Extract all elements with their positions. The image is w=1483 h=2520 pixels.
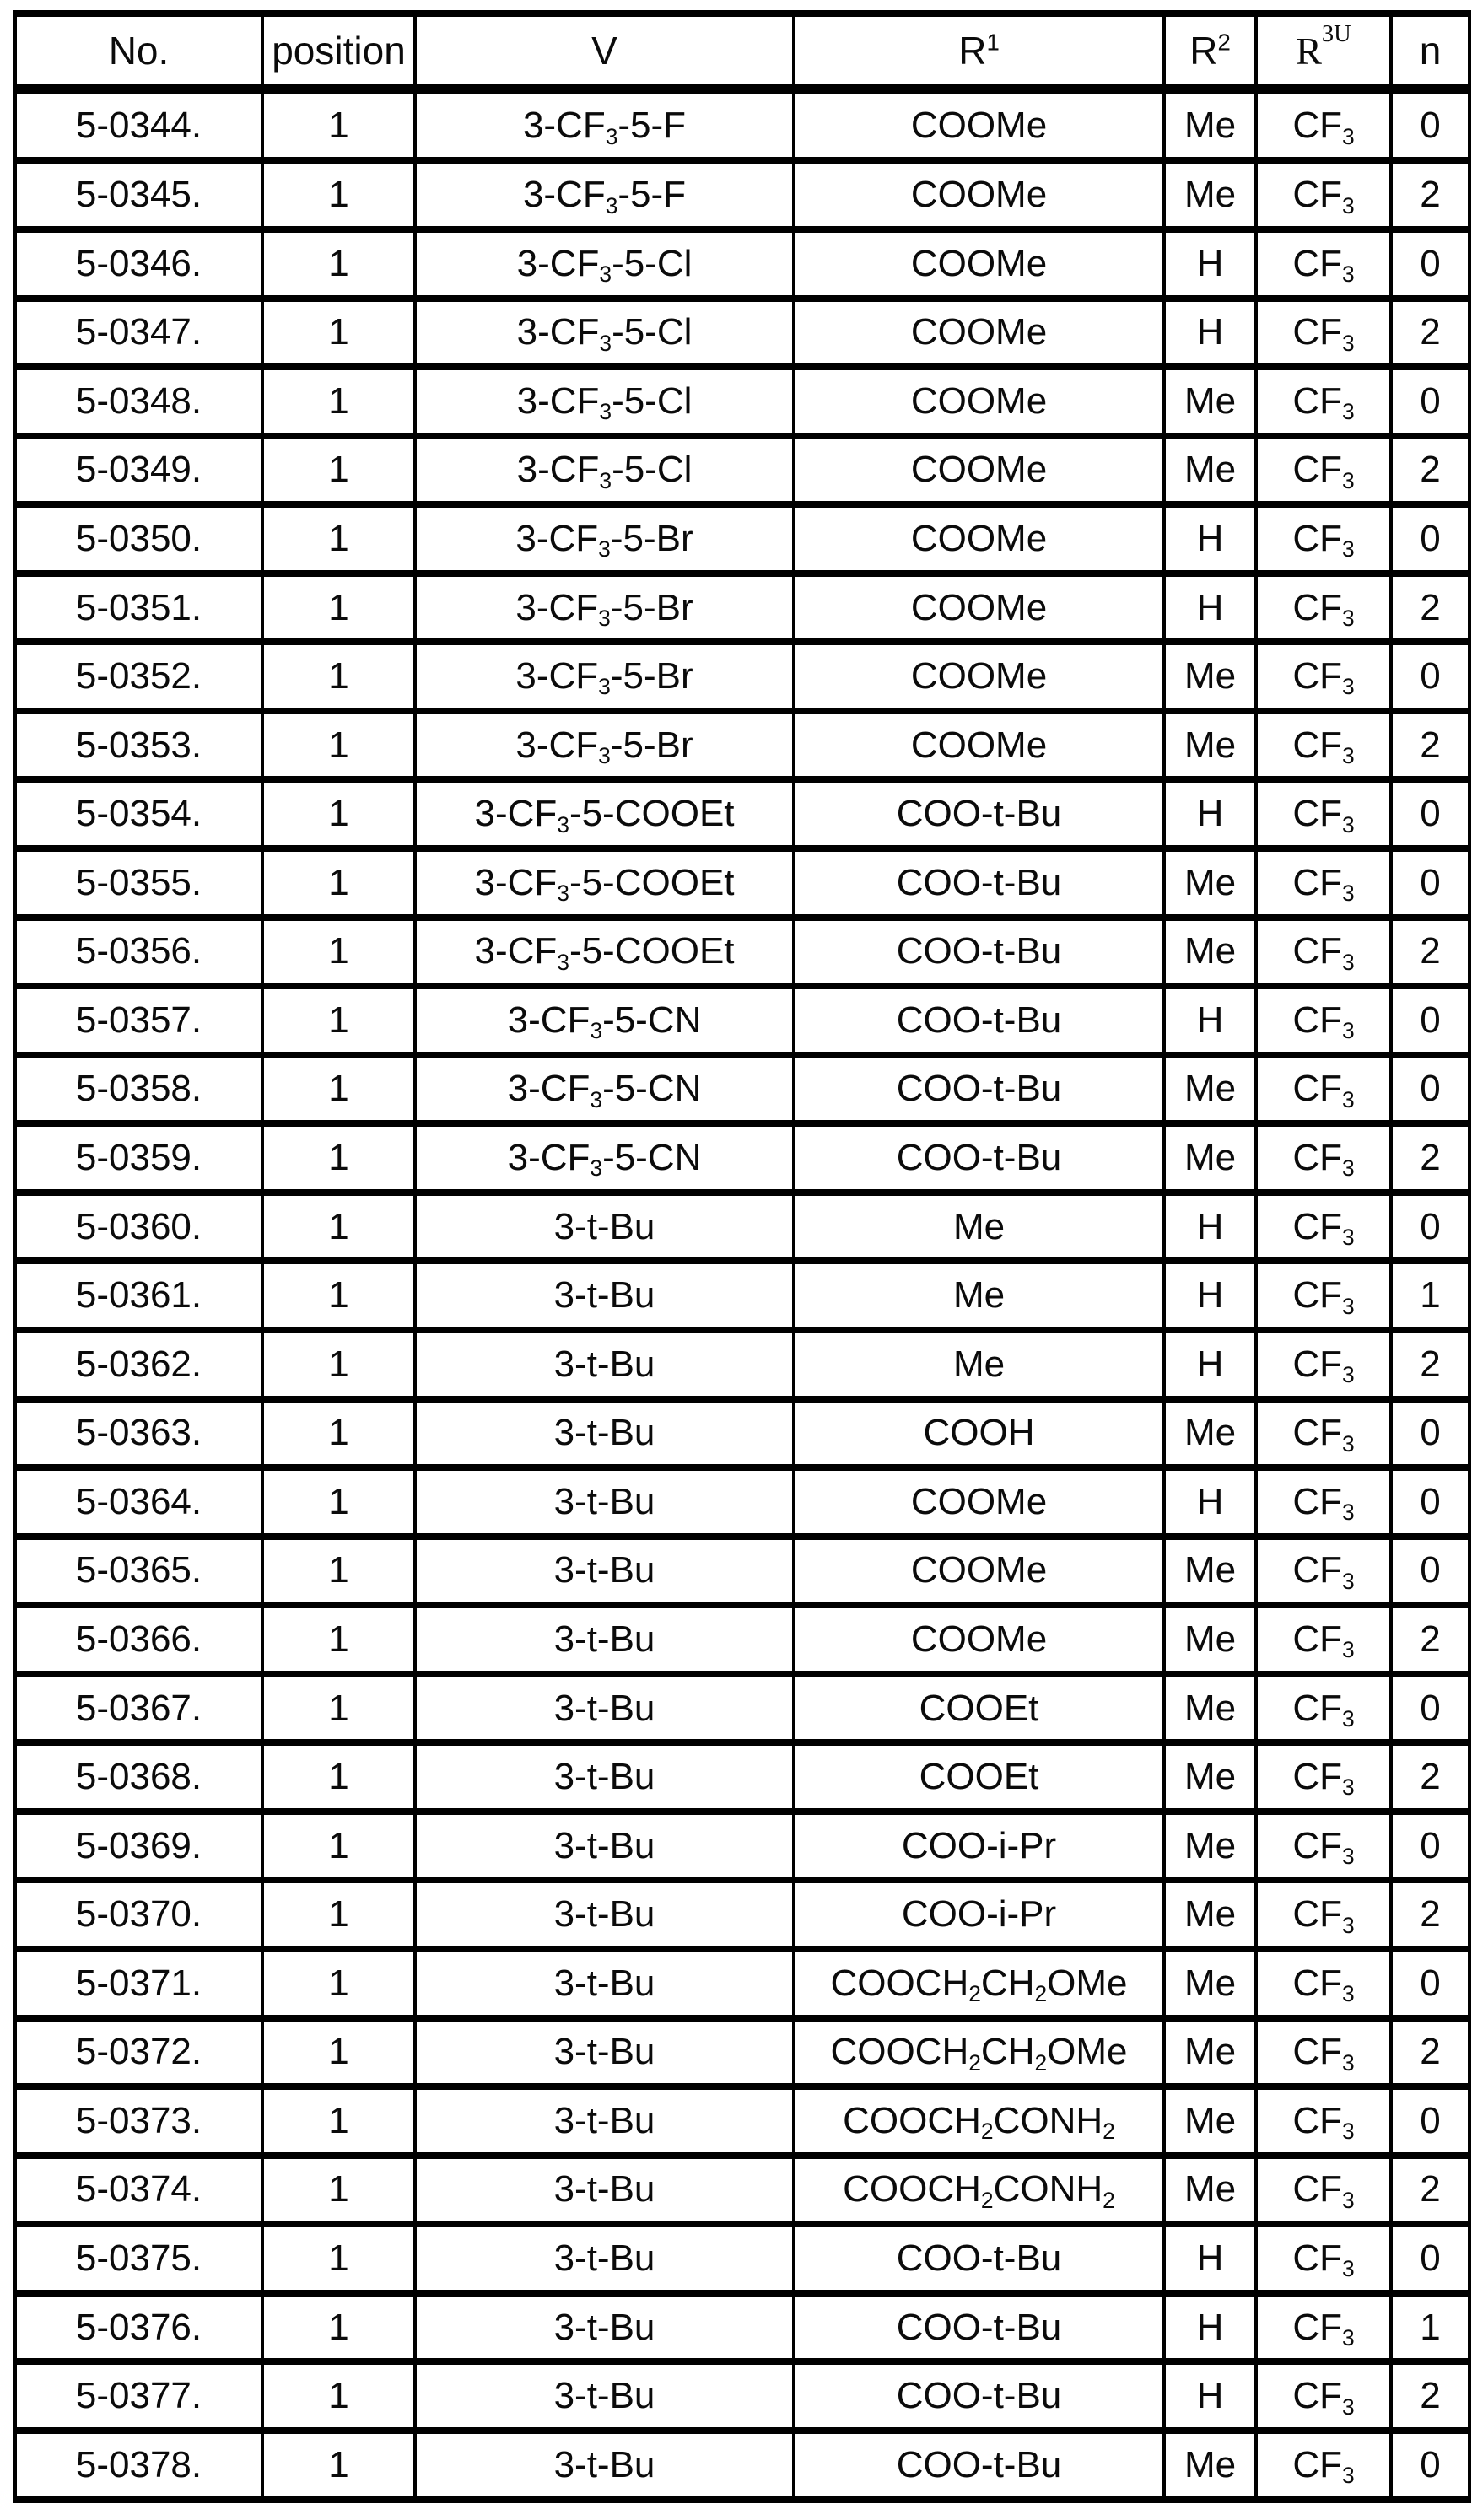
cell-v: $3-CF_3-5-Br$ <box>415 642 794 711</box>
cell-no: 5-0356. <box>15 918 262 987</box>
cell-n: 2 <box>1391 711 1470 780</box>
cell-n: 0 <box>1391 1537 1470 1606</box>
cell-r2: Me <box>1164 2431 1256 2500</box>
cell-n: 2 <box>1391 1123 1470 1193</box>
cell-position: 1 <box>262 1055 415 1124</box>
cell-no: 5-0344. <box>15 89 262 160</box>
cell-position: 1 <box>262 299 415 368</box>
cell-no: 5-0351. <box>15 573 262 643</box>
cell-r1: $COOCH_2CONH_2$ <box>794 2087 1164 2156</box>
cell-position: 1 <box>262 1193 415 1262</box>
table-row <box>15 1605 1470 1674</box>
cell-position: 1 <box>262 367 415 436</box>
cell-r1: COOMe <box>794 573 1164 643</box>
column-header-no: No. <box>15 13 262 89</box>
cell-v: 3-t-Bu <box>415 2018 794 2087</box>
cell-r3: $CF_3$ <box>1256 1949 1391 2018</box>
cell-r3: $CF_3$ <box>1256 160 1391 229</box>
cell-position: 1 <box>262 642 415 711</box>
cell-n: 2 <box>1391 1330 1470 1399</box>
cell-r2: H <box>1164 2224 1256 2293</box>
cell-r1: COOMe <box>794 1537 1164 1606</box>
cell-position: 1 <box>262 1949 415 2018</box>
cell-n: 2 <box>1391 160 1470 229</box>
cell-n: 0 <box>1391 1467 1470 1537</box>
cell-no: 5-0347. <box>15 299 262 368</box>
table-row <box>15 1949 1470 2018</box>
cell-r1: COOMe <box>794 367 1164 436</box>
cell-r1: COO-t-Bu <box>794 2431 1164 2500</box>
cell-r2: Me <box>1164 1674 1256 1743</box>
cell-r1: COOEt <box>794 1742 1164 1812</box>
cell-no: 5-0349. <box>15 436 262 505</box>
cell-r1: COOMe <box>794 160 1164 229</box>
cell-r3: $CF_3$ <box>1256 504 1391 573</box>
cell-position: 1 <box>262 229 415 299</box>
cell-r2: H <box>1164 1193 1256 1262</box>
cell-r2: Me <box>1164 1742 1256 1812</box>
cell-position: 1 <box>262 711 415 780</box>
cell-n: 0 <box>1391 504 1470 573</box>
cell-r1: $COOCH_2CH_2OMe$ <box>794 1949 1164 2018</box>
cell-position: 1 <box>262 2156 415 2225</box>
cell-n: 0 <box>1391 1193 1470 1262</box>
table-row <box>15 986 1470 1055</box>
cell-v: $3-CF_3-5-Br$ <box>415 711 794 780</box>
cell-r3: $CF_3$ <box>1256 2293 1391 2362</box>
cell-no: 5-0355. <box>15 848 262 918</box>
cell-n: 1 <box>1391 1261 1470 1330</box>
cell-r1: COOMe <box>794 1467 1164 1537</box>
cell-position: 1 <box>262 2431 415 2500</box>
cell-r1: COO-t-Bu <box>794 2293 1164 2362</box>
cell-n: 0 <box>1391 2431 1470 2500</box>
cell-no: 5-0376. <box>15 2293 262 2362</box>
cell-no: 5-0378. <box>15 2431 262 2500</box>
cell-position: 1 <box>262 436 415 505</box>
cell-position: 1 <box>262 1812 415 1881</box>
cell-n: 2 <box>1391 2018 1470 2087</box>
table-row <box>15 711 1470 780</box>
cell-r3: $CF_3$ <box>1256 1537 1391 1606</box>
cell-r3: $CF_3$ <box>1256 986 1391 1055</box>
cell-r3: $CF_3$ <box>1256 367 1391 436</box>
column-header-position: position <box>262 13 415 89</box>
cell-r2: H <box>1164 779 1256 848</box>
table-row <box>15 1467 1470 1537</box>
cell-no: 5-0368. <box>15 1742 262 1812</box>
column-header-r2: $R^2$ <box>1164 13 1256 89</box>
cell-r3: $CF_3$ <box>1256 1330 1391 1399</box>
cell-v: 3-t-Bu <box>415 1467 794 1537</box>
cell-r1: COOMe <box>794 711 1164 780</box>
cell-r3: $CF_3$ <box>1256 779 1391 848</box>
cell-r1: COO-t-Bu <box>794 2361 1164 2431</box>
cell-v: 3-t-Bu <box>415 2431 794 2500</box>
cell-r3: $CF_3$ <box>1256 573 1391 643</box>
cell-r2: H <box>1164 986 1256 1055</box>
table-row <box>15 1055 1470 1124</box>
cell-n: 2 <box>1391 2156 1470 2225</box>
cell-n: 0 <box>1391 986 1470 1055</box>
cell-r2: Me <box>1164 2018 1256 2087</box>
cell-r2: Me <box>1164 89 1256 160</box>
cell-r3: $CF_3$ <box>1256 848 1391 918</box>
cell-r3: $CF_3$ <box>1256 2361 1391 2431</box>
cell-r2: Me <box>1164 367 1256 436</box>
cell-r2: H <box>1164 299 1256 368</box>
cell-n: 2 <box>1391 299 1470 368</box>
compound-table-header <box>15 13 1470 89</box>
cell-r3: $CF_3$ <box>1256 1055 1391 1124</box>
cell-position: 1 <box>262 1674 415 1743</box>
cell-n: 1 <box>1391 2293 1470 2362</box>
cell-r2: H <box>1164 2293 1256 2362</box>
cell-v: 3-t-Bu <box>415 2293 794 2362</box>
cell-r3: $CF_3$ <box>1256 642 1391 711</box>
cell-no: 5-0361. <box>15 1261 262 1330</box>
cell-n: 0 <box>1391 2087 1470 2156</box>
cell-r3: $CF_3$ <box>1256 2018 1391 2087</box>
cell-n: 0 <box>1391 229 1470 299</box>
table-row <box>15 229 1470 299</box>
cell-no: 5-0370. <box>15 1880 262 1949</box>
table-row <box>15 779 1470 848</box>
cell-v: $3-CF_3-5-CN$ <box>415 1055 794 1124</box>
cell-r2: Me <box>1164 1537 1256 1606</box>
cell-r1: COOMe <box>794 436 1164 505</box>
cell-v: $3-CF_3-5$-COOEt <box>415 918 794 987</box>
table-row <box>15 299 1470 368</box>
cell-no: 5-0348. <box>15 367 262 436</box>
cell-no: 5-0359. <box>15 1123 262 1193</box>
cell-v: 3-t-Bu <box>415 2087 794 2156</box>
cell-no: 5-0366. <box>15 1605 262 1674</box>
cell-r2: H <box>1164 1261 1256 1330</box>
cell-n: 2 <box>1391 436 1470 505</box>
cell-position: 1 <box>262 89 415 160</box>
cell-r2: Me <box>1164 160 1256 229</box>
cell-r1: Me <box>794 1330 1164 1399</box>
cell-no: 5-0367. <box>15 1674 262 1743</box>
cell-v: 3-t-Bu <box>415 1330 794 1399</box>
cell-r1: $COOCH_2CH_2OMe$ <box>794 2018 1164 2087</box>
table-row <box>15 1193 1470 1262</box>
table-row <box>15 1742 1470 1812</box>
table-row <box>15 1330 1470 1399</box>
cell-position: 1 <box>262 160 415 229</box>
cell-r2: Me <box>1164 1605 1256 1674</box>
cell-r1: $COOCH_2CONH_2$ <box>794 2156 1164 2225</box>
cell-no: 5-0346. <box>15 229 262 299</box>
cell-position: 1 <box>262 986 415 1055</box>
cell-position: 1 <box>262 2293 415 2362</box>
cell-r3: $CF_3$ <box>1256 1605 1391 1674</box>
cell-r1: COO-t-Bu <box>794 848 1164 918</box>
cell-v: $3-CF_3-5-F$ <box>415 160 794 229</box>
cell-r1: COOMe <box>794 504 1164 573</box>
cell-n: 2 <box>1391 2361 1470 2431</box>
cell-r3: $CF_3$ <box>1256 2156 1391 2225</box>
cell-position: 1 <box>262 1330 415 1399</box>
column-header-r1: $R^1$ <box>794 13 1164 89</box>
table-row <box>15 573 1470 643</box>
cell-no: 5-0350. <box>15 504 262 573</box>
cell-n: 2 <box>1391 1880 1470 1949</box>
cell-r1: COO-t-Bu <box>794 986 1164 1055</box>
table-row <box>15 436 1470 505</box>
cell-r3: $CF_3$ <box>1256 436 1391 505</box>
cell-n: 0 <box>1391 1055 1470 1124</box>
cell-r3: $CF_3$ <box>1256 1261 1391 1330</box>
cell-r1: COO-t-Bu <box>794 1055 1164 1124</box>
cell-v: $3-CF_3-5$-COOEt <box>415 779 794 848</box>
cell-v: $3-CF_3-5-Br$ <box>415 573 794 643</box>
cell-v: $3-CF_3-5$-COOEt <box>415 848 794 918</box>
cell-position: 1 <box>262 1605 415 1674</box>
table-row <box>15 160 1470 229</box>
table-row <box>15 1674 1470 1743</box>
cell-r1: COO-t-Bu <box>794 918 1164 987</box>
table-row <box>15 504 1470 573</box>
cell-r2: H <box>1164 1330 1256 1399</box>
cell-r3: $CF_3$ <box>1256 1674 1391 1743</box>
cell-r2: H <box>1164 573 1256 643</box>
cell-r1: Me <box>794 1261 1164 1330</box>
cell-r1: COO-i-Pr <box>794 1880 1164 1949</box>
cell-v: 3-t-Bu <box>415 1880 794 1949</box>
cell-r3: $CF_3$ <box>1256 1193 1391 1262</box>
cell-v: 3-t-Bu <box>415 1193 794 1262</box>
cell-position: 1 <box>262 2361 415 2431</box>
table-row <box>15 2156 1470 2225</box>
cell-v: $3-CF_3-5-CN$ <box>415 986 794 1055</box>
cell-r3: $CF_3$ <box>1256 1742 1391 1812</box>
cell-n: 2 <box>1391 1742 1470 1812</box>
cell-position: 1 <box>262 1399 415 1468</box>
cell-v: 3-t-Bu <box>415 1605 794 1674</box>
table-row <box>15 89 1470 160</box>
cell-n: 0 <box>1391 89 1470 160</box>
cell-no: 5-0377. <box>15 2361 262 2431</box>
cell-r1: COOMe <box>794 299 1164 368</box>
column-header-n: n <box>1391 13 1470 89</box>
cell-r3: $CF_3$ <box>1256 1467 1391 1537</box>
cell-v: 3-t-Bu <box>415 1742 794 1812</box>
cell-no: 5-0362. <box>15 1330 262 1399</box>
cell-v: 3-t-Bu <box>415 2156 794 2225</box>
cell-r2: Me <box>1164 1399 1256 1468</box>
compound-table <box>13 10 1471 2503</box>
cell-v: $3-CF_3-5-Cl$ <box>415 229 794 299</box>
cell-no: 5-0375. <box>15 2224 262 2293</box>
cell-v: $3-CF_3-5-Cl$ <box>415 299 794 368</box>
cell-v: 3-t-Bu <box>415 1674 794 1743</box>
cell-position: 1 <box>262 1261 415 1330</box>
cell-v: $3-CF_3-5-Cl$ <box>415 436 794 505</box>
cell-position: 1 <box>262 1467 415 1537</box>
cell-no: 5-0353. <box>15 711 262 780</box>
cell-r2: Me <box>1164 848 1256 918</box>
cell-r3: $CF_3$ <box>1256 1123 1391 1193</box>
cell-r1: COOMe <box>794 642 1164 711</box>
cell-no: 5-0364. <box>15 1467 262 1537</box>
column-header-v: V <box>415 13 794 89</box>
table-row <box>15 1812 1470 1881</box>
table-row <box>15 1123 1470 1193</box>
cell-r2: Me <box>1164 2156 1256 2225</box>
cell-no: 5-0360. <box>15 1193 262 1262</box>
cell-r1: COO-i-Pr <box>794 1812 1164 1881</box>
table-row <box>15 642 1470 711</box>
table-row <box>15 918 1470 987</box>
cell-v: 3-t-Bu <box>415 1261 794 1330</box>
column-header-r3: $R^{3U}$ <box>1256 13 1391 89</box>
cell-position: 1 <box>262 1742 415 1812</box>
table-row <box>15 1261 1470 1330</box>
cell-r2: Me <box>1164 642 1256 711</box>
cell-n: 0 <box>1391 642 1470 711</box>
cell-no: 5-0345. <box>15 160 262 229</box>
cell-r3: $CF_3$ <box>1256 2431 1391 2500</box>
cell-v: $3-CF_3-5-Cl$ <box>415 367 794 436</box>
cell-r3: $CF_3$ <box>1256 711 1391 780</box>
cell-r2: Me <box>1164 1055 1256 1124</box>
cell-v: $3-CF_3-5-F$ <box>415 89 794 160</box>
cell-no: 5-0354. <box>15 779 262 848</box>
cell-r2: H <box>1164 229 1256 299</box>
cell-position: 1 <box>262 504 415 573</box>
cell-r2: Me <box>1164 436 1256 505</box>
cell-r1: COO-t-Bu <box>794 779 1164 848</box>
cell-v: $3-CF_3-5-Br$ <box>415 504 794 573</box>
cell-position: 1 <box>262 1880 415 1949</box>
cell-v: 3-t-Bu <box>415 1949 794 2018</box>
cell-position: 1 <box>262 1123 415 1193</box>
cell-no: 5-0357. <box>15 986 262 1055</box>
cell-r1: COOEt <box>794 1674 1164 1743</box>
table-row <box>15 2018 1470 2087</box>
cell-position: 1 <box>262 1537 415 1606</box>
cell-n: 0 <box>1391 1399 1470 1468</box>
cell-no: 5-0358. <box>15 1055 262 1124</box>
cell-no: 5-0372. <box>15 2018 262 2087</box>
cell-v: 3-t-Bu <box>415 2224 794 2293</box>
cell-n: 0 <box>1391 848 1470 918</box>
cell-n: 0 <box>1391 1949 1470 2018</box>
cell-r3: $CF_3$ <box>1256 1812 1391 1881</box>
table-row <box>15 1537 1470 1606</box>
table-row <box>15 848 1470 918</box>
cell-r3: $CF_3$ <box>1256 299 1391 368</box>
header-row <box>15 13 1470 89</box>
cell-r2: Me <box>1164 918 1256 987</box>
cell-r2: Me <box>1164 2087 1256 2156</box>
cell-no: 5-0374. <box>15 2156 262 2225</box>
cell-r2: H <box>1164 2361 1256 2431</box>
cell-r3: $CF_3$ <box>1256 1399 1391 1468</box>
cell-r1: COOMe <box>794 89 1164 160</box>
cell-r1: COO-t-Bu <box>794 2224 1164 2293</box>
table-row <box>15 1880 1470 1949</box>
cell-n: 2 <box>1391 918 1470 987</box>
cell-v: $3-CF_3-5-CN$ <box>415 1123 794 1193</box>
table-row <box>15 2361 1470 2431</box>
cell-r2: Me <box>1164 711 1256 780</box>
cell-r1: COO-t-Bu <box>794 1123 1164 1193</box>
cell-v: 3-t-Bu <box>415 2361 794 2431</box>
cell-v: 3-t-Bu <box>415 1537 794 1606</box>
compound-table-body <box>15 89 1470 2500</box>
table-row <box>15 2293 1470 2362</box>
table-row <box>15 2431 1470 2500</box>
cell-r3: $CF_3$ <box>1256 89 1391 160</box>
cell-position: 1 <box>262 848 415 918</box>
table-row <box>15 2087 1470 2156</box>
cell-n: 2 <box>1391 1605 1470 1674</box>
cell-n: 0 <box>1391 779 1470 848</box>
cell-position: 1 <box>262 2087 415 2156</box>
table-row <box>15 367 1470 436</box>
cell-r1: COOMe <box>794 229 1164 299</box>
cell-r2: Me <box>1164 1123 1256 1193</box>
cell-n: 0 <box>1391 1674 1470 1743</box>
cell-n: 0 <box>1391 1812 1470 1881</box>
cell-r2: Me <box>1164 1880 1256 1949</box>
cell-r1: Me <box>794 1193 1164 1262</box>
cell-r3: $CF_3$ <box>1256 2087 1391 2156</box>
cell-position: 1 <box>262 2018 415 2087</box>
cell-n: 2 <box>1391 573 1470 643</box>
cell-no: 5-0373. <box>15 2087 262 2156</box>
cell-r3: $CF_3$ <box>1256 229 1391 299</box>
cell-n: 0 <box>1391 2224 1470 2293</box>
cell-no: 5-0365. <box>15 1537 262 1606</box>
cell-r3: $CF_3$ <box>1256 1880 1391 1949</box>
table-row <box>15 2224 1470 2293</box>
cell-position: 1 <box>262 779 415 848</box>
cell-r3: $CF_3$ <box>1256 918 1391 987</box>
cell-n: 0 <box>1391 367 1470 436</box>
cell-r1: COOMe <box>794 1605 1164 1674</box>
cell-position: 1 <box>262 918 415 987</box>
cell-r2: H <box>1164 1467 1256 1537</box>
cell-no: 5-0371. <box>15 1949 262 2018</box>
cell-no: 5-0363. <box>15 1399 262 1468</box>
cell-position: 1 <box>262 573 415 643</box>
cell-v: 3-t-Bu <box>415 1812 794 1881</box>
cell-no: 5-0369. <box>15 1812 262 1881</box>
cell-position: 1 <box>262 2224 415 2293</box>
cell-r2: H <box>1164 504 1256 573</box>
cell-r2: Me <box>1164 1812 1256 1881</box>
table-row <box>15 1399 1470 1468</box>
cell-v: 3-t-Bu <box>415 1399 794 1468</box>
cell-r3: $CF_3$ <box>1256 2224 1391 2293</box>
cell-r2: Me <box>1164 1949 1256 2018</box>
cell-no: 5-0352. <box>15 642 262 711</box>
cell-r1: COOH <box>794 1399 1164 1468</box>
